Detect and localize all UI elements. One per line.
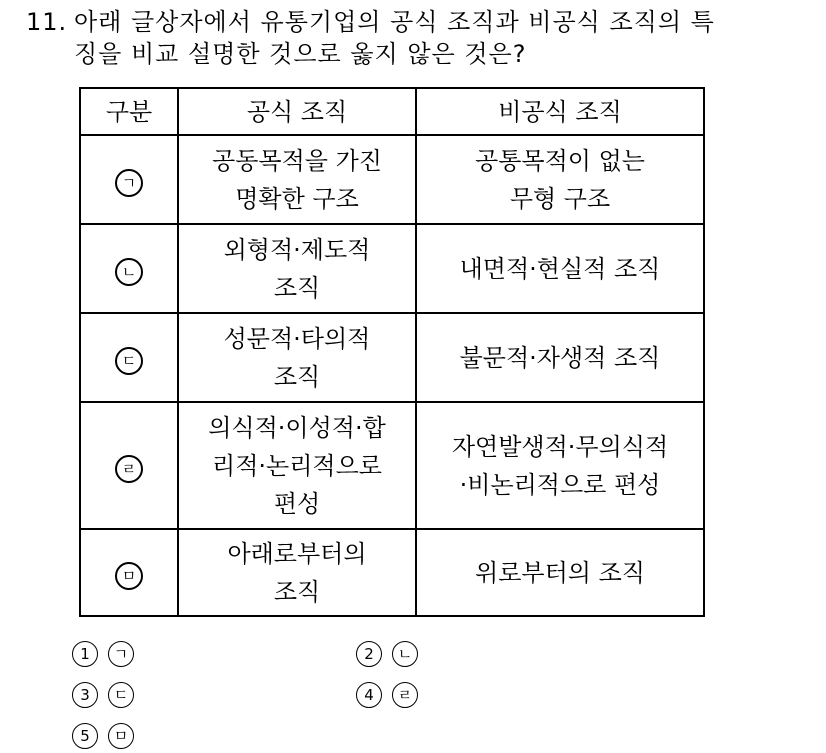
- question-number: 11.: [26, 8, 68, 36]
- formal-line: 공동목적을 가진: [212, 146, 382, 175]
- row-mark-cell: [80, 529, 178, 616]
- answer-option-1[interactable]: [72, 638, 134, 670]
- option-number: 4: [356, 682, 382, 708]
- informal-cell: [416, 224, 704, 313]
- informal-line: 내면적·현실적 조직: [459, 254, 661, 283]
- formal-cell: [178, 135, 416, 224]
- header-category: 구분: [80, 88, 178, 135]
- circled-mark: ㄱ: [115, 169, 143, 197]
- question-stem-2: 징을 비교 설명한 것으로 옳지 않은 것은?: [74, 40, 527, 68]
- comparison-table: [79, 87, 705, 617]
- option-symbol: ㄹ: [392, 682, 418, 708]
- option-symbol: ㄷ: [108, 682, 134, 708]
- formal-line: 외형적·제도적: [223, 235, 371, 264]
- circled-mark: ㅁ: [115, 562, 143, 590]
- informal-line: 위로부터의 조직: [475, 558, 645, 587]
- informal-cell: [416, 313, 704, 402]
- informal-cell: [416, 135, 704, 224]
- formal-cell: [178, 313, 416, 402]
- table-row: [80, 402, 704, 529]
- option-number: 1: [72, 641, 98, 667]
- formal-line: 조직: [273, 362, 321, 391]
- answer-option-5[interactable]: [72, 720, 134, 752]
- formal-line: 조직: [273, 273, 321, 302]
- option-symbol: ㄴ: [392, 641, 418, 667]
- option-number: 2: [356, 641, 382, 667]
- informal-line: ·비논리적으로 편성: [459, 470, 661, 499]
- table-row: [80, 313, 704, 402]
- informal-line: 자연발생적·무의식적: [451, 432, 669, 461]
- row-mark-cell: [80, 402, 178, 529]
- circled-mark: ㄴ: [115, 258, 143, 286]
- row-mark-cell: [80, 313, 178, 402]
- informal-cell: [416, 529, 704, 616]
- answer-option-3[interactable]: [72, 679, 134, 711]
- formal-line: 조직: [273, 577, 321, 606]
- option-number: 5: [72, 723, 98, 749]
- row-mark-cell: [80, 135, 178, 224]
- table-header-row: [80, 88, 704, 135]
- circled-mark: ㄷ: [115, 347, 143, 375]
- formal-line: 의식적·이성적·합: [208, 413, 386, 442]
- circled-mark: ㄹ: [115, 455, 143, 483]
- table-row: [80, 224, 704, 313]
- question-text: [26, 6, 816, 70]
- informal-line: 불문적·자생적 조직: [459, 343, 661, 372]
- formal-line: 성문적·타의적: [223, 324, 371, 353]
- question-line-1: [26, 6, 816, 38]
- informal-line: 공통목적이 없는: [475, 146, 645, 175]
- formal-line: 편성: [273, 489, 321, 518]
- informal-line: 무형 구조: [509, 184, 611, 213]
- answer-option-2[interactable]: [356, 638, 418, 670]
- option-number: 3: [72, 682, 98, 708]
- formal-cell: [178, 529, 416, 616]
- formal-cell: [178, 224, 416, 313]
- question-stem-1: 아래 글상자에서 유통기업의 공식 조직과 비공식 조직의 특: [74, 8, 715, 36]
- formal-line: 아래로부터의: [227, 539, 367, 568]
- option-symbol: ㄱ: [108, 641, 134, 667]
- answer-option-4[interactable]: [356, 679, 418, 711]
- header-formal: 공식 조직: [178, 88, 416, 135]
- formal-line: 리적·논리적으로: [212, 451, 382, 480]
- formal-cell: [178, 402, 416, 529]
- table-row: [80, 529, 704, 616]
- header-informal: 비공식 조직: [416, 88, 704, 135]
- informal-cell: [416, 402, 704, 529]
- table-row: [80, 135, 704, 224]
- formal-line: 명확한 구조: [235, 184, 359, 213]
- row-mark-cell: [80, 224, 178, 313]
- option-symbol: ㅁ: [108, 723, 134, 749]
